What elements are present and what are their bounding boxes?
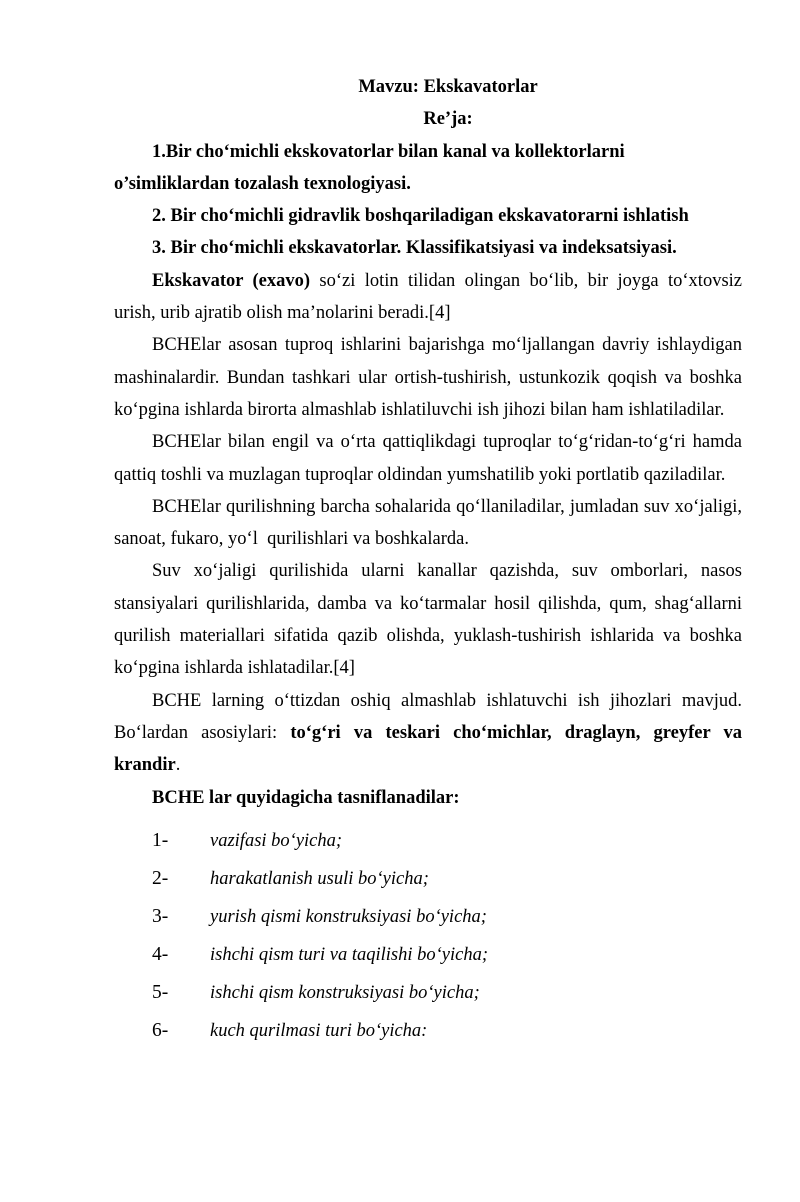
run-regular-period: . — [175, 755, 181, 776]
para-attachments-line1: BCHE larning o‘ttizdan oshiq almashlab ishlatuvchi ish jihozlari mavjud. — [152, 690, 742, 711]
classification-item-1 — [114, 822, 742, 860]
run-bold-krandir: krandir — [114, 755, 176, 776]
plan-item-3: 3. Bir cho‘michli ekskavatorlar. Klassifikatsiyasi va indeksatsiyasi. — [152, 238, 677, 259]
para-bche-fields-line1: BCHElar qurilishning barcha sohalarida qo‘llaniladilar, jumladan suv xo‘jaligi, — [152, 496, 742, 517]
para-attachments-line2 — [114, 717, 742, 749]
item-number: 3- — [152, 906, 169, 928]
item-text: kuch qurilmasi turi bo‘yicha: — [210, 1021, 428, 1042]
classification-item-2 — [114, 860, 742, 898]
para-bche-purpose-line3: ko‘pgina ishlarda birorta almashlab ishlatiluvchi ish jihozi bilan ham ishlatiladilar. — [114, 399, 725, 420]
classification-item-6 — [114, 1012, 742, 1050]
item-text: yurish qismi konstruksiyasi bo‘yicha; — [210, 907, 487, 928]
para-bche-fields-line2: sanoat, fukaro, yo‘l qurilishlari va boshkalarda. — [114, 529, 469, 550]
para-water-construction-line1: Suv xo‘jaligi qurilishida ularni kanallar qazishda, suv omborlari, nasos — [152, 561, 742, 582]
para-water-construction-line3: qurilish materiallari sifatida qazib olishda, yuklash-tushirish ishlarida va boshka — [114, 626, 742, 647]
classification-item-5 — [114, 974, 742, 1012]
classification-heading: BCHE lar quyidagicha tasniflanadilar: — [152, 787, 460, 808]
para-bche-soils-line1: BCHElar bilan engil va o‘rta qattiqlikdagi tuproqlar to‘g‘ridan-to‘g‘ri hamda — [152, 432, 742, 453]
item-number: 2- — [152, 867, 169, 889]
plan-item-2: 2. Bir cho‘michli gidravlik boshqariladigan ekskavatorarni ishlatish — [152, 206, 689, 227]
run-regular-definition: so‘zi lotin tilidan olingan bo‘lib, bir joyga to‘xtovsiz — [310, 270, 742, 291]
classification-item-4 — [114, 936, 742, 974]
para-water-construction-line4: ko‘pgina ishlarda ishlatadilar.[4] — [114, 658, 355, 679]
para-definition-line2: urish, urib ajratib olish ma’nolarini beradi.[4] — [114, 303, 451, 324]
para-bche-purpose-line1: BCHElar asosan tuproq ishlarini bajarishga mo‘ljallangan davriy ishlaydigan — [152, 335, 742, 356]
run-bold-attachments: to‘g‘ri va teskari cho‘michlar, draglayn, greyfer va — [290, 722, 742, 743]
item-text: harakatlanish usuli bo‘yicha; — [210, 868, 429, 889]
page-title: Mavzu: Ekskavatorlar — [358, 77, 538, 97]
para-attachments-line3 — [114, 749, 742, 781]
para-bche-soils-line2: qattiq toshli va muzlagan tuproqlar oldindan yumshatilib yoki portlatib qaziladilar. — [114, 464, 726, 485]
para-bche-purpose-line2: mashinalardir. Bundan tashkari ular ortish-tushirish, ustunkozik qoqish va boshka — [114, 367, 742, 388]
item-text: vazifasi bo‘yicha; — [210, 830, 343, 851]
classification-item-3 — [114, 898, 742, 936]
para-definition-line1 — [114, 265, 742, 297]
reja-heading: Re’ja: — [423, 109, 473, 130]
plan-item-1-line2: o’simliklardan tozalash texnologiyasi. — [114, 173, 411, 194]
item-number: 1- — [152, 829, 169, 851]
run-bold-ekskavator: Ekskavator (exavo) — [152, 270, 311, 291]
para-water-construction-line2: stansiyalari qurilishlarida, damba va ko‘tarmalar hosil qilishda, qum, shag‘allarni — [114, 593, 742, 614]
item-number: 4- — [152, 944, 169, 966]
plan-item-1-line1: 1.Bir cho‘michli ekskovatorlar bilan kanal va kollektorlarni — [152, 141, 625, 162]
run-regular-asosiylari: Bo‘lardan asosiylari: — [114, 722, 291, 743]
classification-list — [114, 822, 742, 1051]
item-number: 6- — [152, 1020, 169, 1042]
item-number: 5- — [152, 982, 169, 1004]
document-page — [114, 71, 742, 1050]
item-text: ishchi qism turi va taqilishi bo‘yicha; — [210, 945, 488, 966]
item-text: ishchi qism konstruksiyasi bo‘yicha; — [210, 983, 480, 1004]
